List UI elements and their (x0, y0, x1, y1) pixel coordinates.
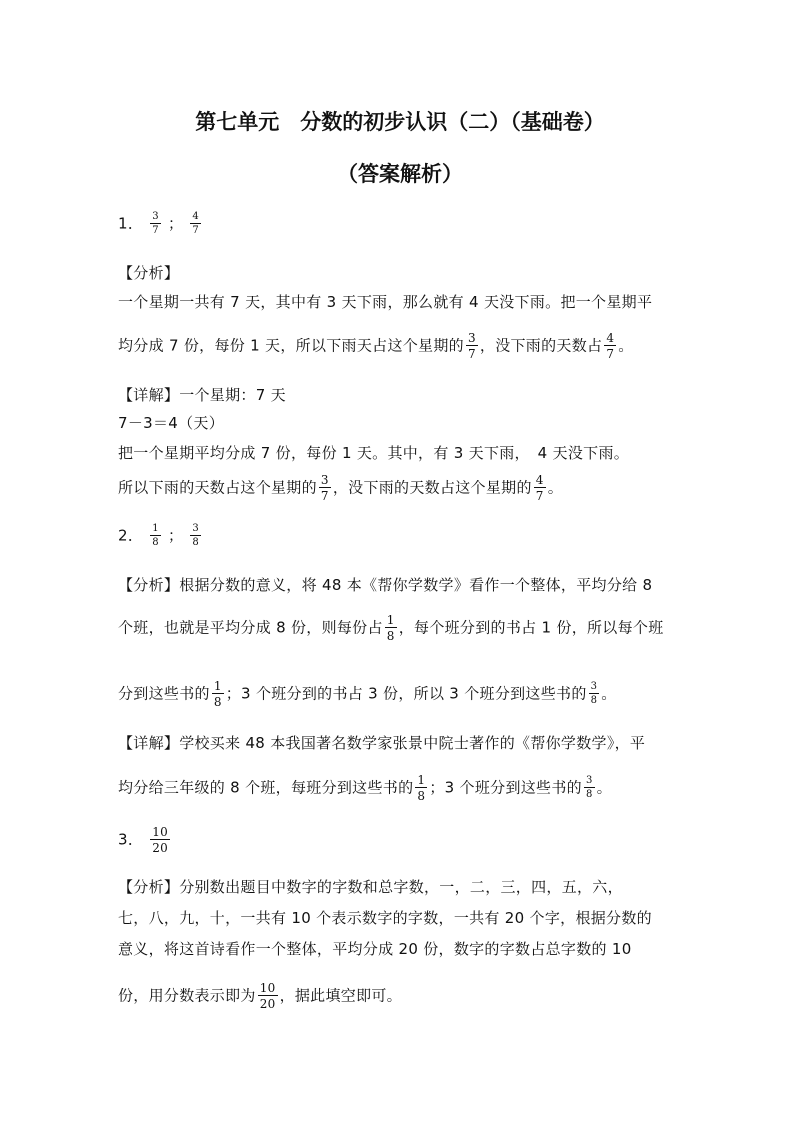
fraction: $\frac{3}{7}$ (467, 331, 476, 361)
q2-analysis-line: 【分析】根据分数的意义，将 48 本《帮你学数学》看作一个整体，平均分给 8 (118, 576, 653, 594)
q2-detail-line: 均分给三年级的 8 个班，每班分到这些书的 $\frac{1}{8}$ ；3 个班分到这些书的 $\frac{3}{8}$ 。 (118, 773, 612, 803)
fraction: $\frac{1}{8}$ (213, 679, 222, 709)
fraction: $\frac{3}{8}$ (590, 681, 598, 706)
fraction: $\frac{4}{7}$ (606, 331, 615, 361)
fraction: $\frac{10}{20}$ (259, 981, 276, 1011)
q1-analysis-label: 【分析】 (118, 264, 180, 282)
page-subtitle: （答案解析） (337, 162, 463, 186)
q3-answer (118, 826, 172, 854)
q1-detail-line: 【详解】一个星期：7 天 (118, 386, 286, 404)
q2-detail-line: 【详解】学校买来 48 本我国著名数学家张景中院士著作的《帮你学数学》，平 (118, 734, 646, 752)
q1-analysis-line: 一个星期一共有 7 天，其中有 3 天下雨，那么就有 4 天没下雨。把一个星期平 (118, 293, 653, 311)
fraction: $\frac{1}{8}$ (386, 613, 395, 643)
q2-analysis-line: 分到这些书的 $\frac{1}{8}$ ；3 个班分到的书占 3 份，所以 3 个班分到这些书的 $\frac{3}{8}$ 。 (118, 679, 617, 709)
page-title: 第七单元 分数的初步认识（二）（基础卷） (195, 110, 605, 134)
q2-number: 2． (118, 526, 144, 545)
q3-number: 3． (118, 830, 144, 849)
q2-analysis-line: 个班，也就是平均分成 8 份，则每份占 $\frac{1}{8}$ ，每个班分到的书占 1 份，所以每个班 (118, 613, 664, 643)
q1-answer-fraction-2: $\frac{4}{7}$ (192, 211, 200, 236)
q3-answer-fraction: $\frac{10}{20}$ (152, 825, 169, 855)
q1-detail-line: 7－3＝4（天） (118, 414, 225, 432)
q1-answer-fraction-1: $\frac{3}{7}$ (152, 211, 159, 236)
q1-answer: 1． $\frac{3}{7}$ ； $\frac{4}{7}$ (118, 211, 200, 236)
fraction: $\frac{1}{8}$ (417, 773, 426, 803)
q1-number: 1． (118, 214, 144, 233)
q1-analysis-line: 均分成 7 份，每份 1 天，所以下雨天占这个星期的 $\frac{3}{7}$ ，没下雨的天数占 $\frac{4}{7}$ 。 (118, 331, 634, 361)
q3-analysis-line: 份，用分数表示即为 $\frac{10}{20}$ ，据此填空即可。 (118, 981, 402, 1011)
fraction: $\frac{3}{7}$ (320, 473, 329, 503)
fraction: $\frac{3}{8}$ (585, 775, 593, 800)
fraction: $\frac{4}{7}$ (535, 473, 544, 503)
q3-analysis-line: 意义，将这首诗看作一个整体，平均分成 20 份，数字的字数占总字数的 10 (118, 940, 632, 958)
q1-detail-line: 所以下雨的天数占这个星期的 $\frac{3}{7}$ ，没下雨的天数占这个星期的 $\frac{4}{7}$ 。 (118, 473, 563, 503)
q1-detail-line: 把一个星期平均分成 7 份，每份 1 天。其中，有 3 天下雨， 4 天没下雨。 (118, 444, 630, 462)
q3-analysis-line: 七，八，九，十，一共有 10 个表示数字的字数，一共有 20 个字，根据分数的 (118, 909, 652, 927)
q2-answer-fraction-1: $\frac{1}{8}$ (152, 523, 159, 548)
q2-answer-fraction-2: $\frac{3}{8}$ (192, 523, 200, 548)
q2-answer: 2． $\frac{1}{8}$ ； $\frac{3}{8}$ (118, 523, 200, 548)
q3-analysis-line: 【分析】分别数出题目中数字的字数和总字数，一，二，三，四，五，六， (118, 878, 623, 896)
